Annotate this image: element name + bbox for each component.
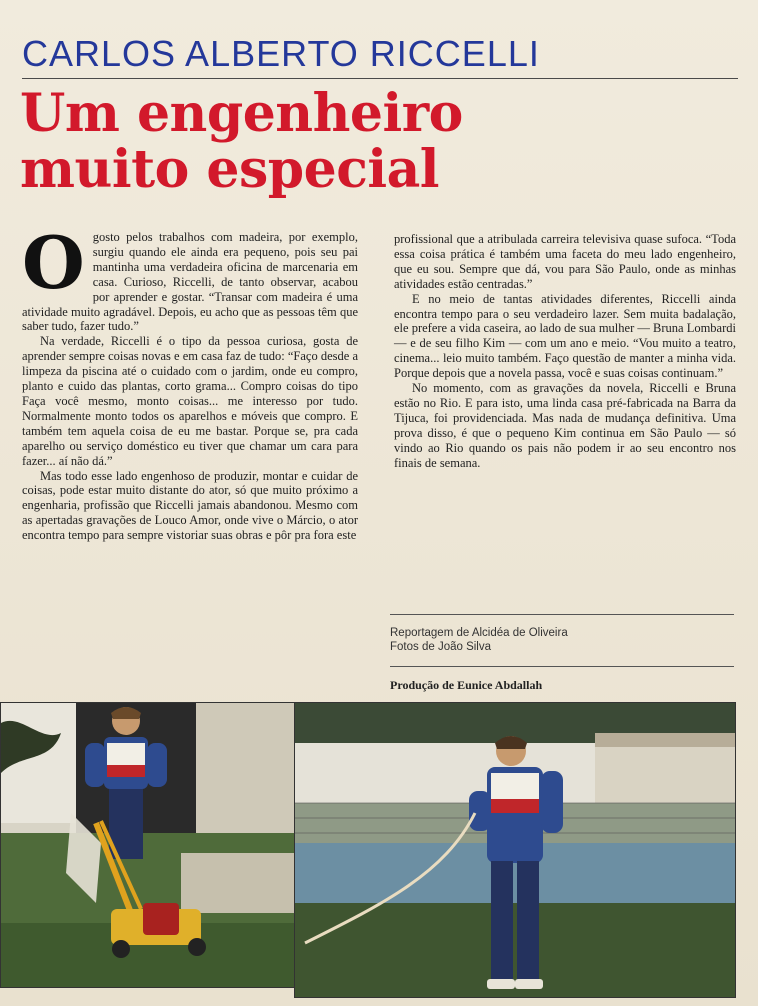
drop-cap: O: [22, 220, 85, 305]
credit-reportagem: Reportagem de Alcidéa de Oliveira: [390, 627, 568, 639]
paragraph: No momento, com as gravações da novela, Riccelli e Bruna estão no Rio. E para isto, uma linda casa pré-fabricada na Barra da Tijuca, foi providenciada. Mas nada de mudança definitiva. Uma prova disso, é que o pequeno Kim continua em São Paulo — só vindo ao Rio quando os pais não podem ir ao seu encontro nos finais de semana.: [394, 381, 736, 470]
paragraph: Na verdade, Riccelli é o tipo da pessoa curiosa, gosta de aprender sempre coisas novas e em casa faz de tudo: “Faço desde a limpeza da piscina até o cuidado com o jardim, onde eu compro, planto e cuido das plantas, corto grama... Compro coisas do tipo Faça você mesmo, monto coisas... me interesso por tudo. Normalmente monto todos os aparelhos e móveis que compro. E também tem aquela coisa de eu me bastar. Porque se, pra cada aparelho ou serviço doméstico eu tiver que chamar um cara para fazer... aí não dá.”: [22, 334, 358, 468]
lawn-mower-illustration: [1, 703, 295, 987]
credits-rule-top: [390, 614, 734, 615]
article-column-2: [394, 232, 736, 471]
paragraph: [22, 220, 358, 334]
paragraph: profissional que a atribulada carreira televisiva quase sufoca. “Toda essa coisa prática é também uma faceta do meu lado engenheiro, que eu sou. Sempre que dá, vou para São Paulo, onde as minhas atividades estão centradas.”: [394, 232, 736, 291]
article-column-1: [22, 220, 358, 543]
headline-line-1: Um engenheiro: [20, 83, 463, 144]
pool-photo: [294, 702, 736, 998]
paragraph-text: gosto pelos trabalhos com madeira, por exemplo, surgiu quando ele ainda era pequeno, pois seu pai mantinha uma verdadeira oficina de marcenaria em casa. Curioso, Riccelli, de tanto observar, acabou por aprender e gostar. “Transar com madeira é uma atividade muito agradável. Depois, eu acho que as pessoas têm que saber tudo, fazer tudo.”: [22, 230, 358, 334]
pool-illustration: [295, 703, 735, 997]
paragraph: Mas todo esse lado engenhoso de produzir, montar e cuidar de coisas, pode estar muito distante do ator, só que muito próximo a engenharia, profissão que Riccelli jamais abandonou. Mesmo com as apertadas gravações de Louco Amor, onde vive o Márcio, o ator encontra tempo para sempre vistoriar suas obras e pôr pra fora este: [22, 468, 358, 543]
production-credit: Produção de Eunice Abdallah: [390, 678, 543, 692]
top-rule: [22, 78, 738, 79]
paragraph: E no meio de tantas atividades diferentes, Riccelli ainda encontra tempo para o seu verdadeiro lazer. Sem muita badalação, ele prefere a vida caseira, ao lado de sua mulher — Bruna Lombardi — e de seu filho Kim — com um ano e meio. “Vou muito a teatro, cinema... leio muito também. Faço questão de manter a minha vida. Porque depois que a novela passa, você e suas coisas continuam.”: [394, 291, 736, 381]
credits-rule-bottom: [390, 666, 734, 667]
kicker-name: CARLOS ALBERTO RICCELLI: [22, 33, 540, 74]
lawn-mower-photo: [0, 702, 296, 988]
headline-line-2: muito especial: [20, 139, 440, 200]
credit-fotos: Fotos de João Silva: [390, 641, 492, 653]
headline: [20, 83, 720, 200]
photo-credits: [390, 626, 734, 654]
